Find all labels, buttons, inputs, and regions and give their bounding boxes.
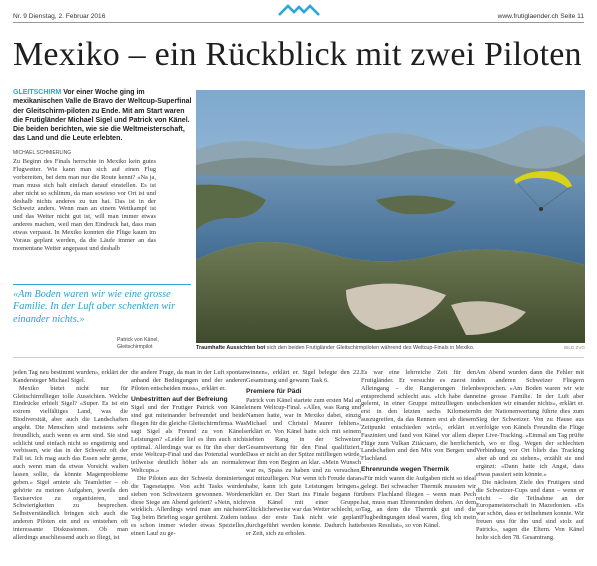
- quote-source-name: Patrick von Känel,: [117, 337, 159, 343]
- quote-source: [117, 337, 159, 351]
- paragraph: Die nächsten Ziele des Frutigers sind die Schweizer-Cups und dann – wenn er reicht – die Teilnahme an der Europameisterschaft in Mazedonien. «Es war schön, dass er teilnehmen konnte. Wir freuen uns für ihn und sind stolz auf Patrick», sagen die Eltern. Von Känel holte sich den 78. Gesamtrang.: [476, 478, 584, 541]
- author-byline: MICHAEL SCHMIERLING: [13, 150, 72, 156]
- paragraph: die andere Frage, da man in der Luft spontan anhand der Bedingungen und der anderen Piloten entscheiden muss», erklärt er.: [131, 369, 246, 392]
- article-title: Mexiko – ein Rückblick mit zwei Piloten: [13, 36, 582, 73]
- paragraph: «Für mich waren die Aufgaben nicht so ideal gelegt. Bei schwacher Thermik mussten wir übers Flachland fliegen – wenn man Pech hat, muss man Ehrenrunden drehen. An dem Tag, an dem die Thermik gut und die Flugbedingungen ideal waren, flog ich mein bestes Resultat», so von Känel.: [361, 474, 476, 530]
- paragraph: Die Piloten aus der Schweiz dominierten die Tagesetappe. Von acht Tasks wurden sieben von Schweizern gewonnen. Worden diese Siege am Abend gefeiert? «Nein, nicht wirklich. Allerdings wird man am nächsten Tag beim Briefing sogar gerühmt. Zudem ist es schon immer wieder etwas Spezielles, einen Lauf zu ge-: [131, 474, 246, 537]
- paragraph: jeden Tag neu bestimmt wurden», erklärt der Kandersteger Michael Sigel.: [13, 369, 128, 384]
- caption-divider: [13, 357, 584, 358]
- body-column-2: [131, 369, 246, 538]
- quote-top-rule: [13, 284, 191, 285]
- paragraph: Es war eine lehrreiche Zeit für den Frutigländer. Er versuchte es zuerst in Alleingang – die Rangierungen fielen entsprechend schlecht aus. «Ich habe dann gelernt, in einer Gruppe mitzufliegen und erst in den letzten sechs Kilometern auszugreifen, da das Rennen erst ab diesem Zeitpunkt entschieden wird», erklärt er. Fasziniert und fand von Känel vor allem die Flüge zum Vulkan Zitácuaro, die herrlichen Landschaften und den Mix von Bergen und Flachland.: [361, 369, 476, 463]
- paragraph: winnen», erklärt er. Sigel belegte den 22. Gesamtrang und gewann Task 6.: [246, 369, 361, 384]
- subheading: Premiere für Pädi: [246, 387, 302, 395]
- photo-credit: BILD ZVG: [564, 345, 585, 350]
- category-label: GLEITSCHIRM: [13, 89, 62, 96]
- site-and-page: www.frutiglaender.ch Seite 11: [497, 13, 584, 20]
- intro-paragraph: Zu Beginn des Finals herrschte in Mexiko kein gutes Flugwetter. Wie kann man sich auf einen Flug vorbereiten, bei dem man nur die Route kennt? «Na ja, man muss sich halt einfach darauf einstellen. Es ist aber nicht so schlimm, da man sowieso vor Ort ist und deshalb nichts anderes zu tun hat. Das ist in der Schweiz anders. Wenn man an einem Wettkampf ist und das Wetter nicht gut ist, will man immer etwas anderes machen, weil man den Eindruck hat, dass man etwas verpasst. In Mexiko konnten die Flüge kaum im Voraus geplant werden, da die Läufe immer an das momentane Wetter angepasst und deshalb: [13, 158, 156, 252]
- body-column-1: [13, 369, 128, 542]
- subheading: Unbestritten auf der Befreiung: [131, 395, 228, 403]
- paragraph: Am Abend wurden dann die Fehler mit den anderen Schweizer Fliegern besprochen. «Am Boden waren wir wie eine grosse Familie. In der Luft aber schenkten wir einander nichts», erklärt er. In der Nationenwertung führte dies zum Sieg der Schweizer. Von zu Hause aus verfolgte von Känels Freundin die Flüge per Live-Tracking. «Einmal am Tag prüfte ich, wo er flog. Wegen der schlechten Verbindung vor Ort blieb das Tracking aber ab und zu stehen», erzählt sie und ergänzt: «Dann hatte ich Angst, dass etwas passiert sein könnte.»: [476, 369, 584, 478]
- caption-text: sich den beiden Frutigländer Gleitschirmpiloten während des Weltcup-Finals in Mexiko.: [266, 345, 475, 351]
- photo-caption: [196, 345, 585, 351]
- subheading: Ehrenrunde wegen Thermik: [361, 466, 450, 474]
- body-column-5: [476, 369, 584, 542]
- lead-text: Vor einer Woche ging im mexikanischen Valle de Bravo der Weltcup-Superfinal der Gleitschirm-piloten zu Ende. Mit am Start waren die Frutigländer Michael Sigel und Patrick von Känel. Die beiden berichten, wie sie die Weltmeisterschaft, das Land und die Leute erlebten.: [13, 89, 192, 143]
- body-column-3: [246, 369, 361, 538]
- mountain-logo-icon: [277, 3, 321, 17]
- paragraph: Patrick von Känel startete zum ersten Mal an einem Weltcup-Final. «Alles, was Rang und Namen hatte, war in Mexiko dabei, einzig Michael und Christel Maurer fehlten», erklärt er. Von Känel hatte sich mit seinem siebten Rang in der Schweizer Gesamtwertung für den Final qualifiziert. Dass er nicht an der Spitze mitfliegen würde, war ihm von Beginn an klar. «Mein Wunsch war es, Spass zu haben und zu versuchen, gut mitzufliegen. Nur wenn ich Freude daran habe, kann ich gute Leistungen bringen», erklärt er. Der Start ins Finale begann für von Känel mit einer Gruppe. Glücklicherweise war das Wetter schlecht, so dass der erste Task nicht wie geplant durchgeführt werden konnte. Dadurch hatte er Zeit, sich zu erholen.: [246, 396, 361, 537]
- paragraph: Sigel und der Frutiger Patrick von Känel sind gut miteinander befreundet und beide fliegen für die gleiche Gleitschirmfirma. Was sagt Sigel als Freund zu von Känels Leistungen? «Leider lief es ihm auch nicht optimal. Allerdings war es für ihn eher der erste Weltcup-Final und das Potenzial wurde teilweise deutlich höher als an normalen Weltcups.»: [131, 404, 246, 475]
- article-photo: [196, 90, 585, 343]
- header-divider: [13, 22, 584, 23]
- body-column-4: [361, 369, 476, 530]
- page-header: [13, 3, 584, 19]
- caption-bold: Traumhafte Aussichten bot: [196, 345, 266, 351]
- article-lead: [13, 88, 193, 144]
- paragliding-lake-photo: [196, 90, 585, 343]
- quote-source-role: Gleitschirmpilot: [117, 344, 153, 350]
- issue-date: Nr. 9 Dienstag, 2. Februar 2016: [13, 13, 106, 20]
- paragraph: Mexiko bietet nicht nur für Gleitschirmflieger tolle Aussichten. Welche Eindrücke erhielt Sigel? «Super. Es ist ein extrem vielfältiges Land, was die Biodiversität, aber auch die Landschaften angeht. Die Menschen sind meistens sehr freundlich, auch wenn es arm sind. Sie sind schlicht und einfach nicht so engstirnig und verbissen, wie das in der Schweiz oft der Fall ist. Ich mag auch das Essen sehr gerne, auch wenn man da etwas Vorsicht walten lassen sollte, da könnte Magenprobleme geben.» Sigel amtete als Teamleiter – ob gehörte zu meinen Aufgaben, jeweils den Taxiservice zu organisieren, und Schwierigkeiten zu besprechen. Selbstverständlich bringen sich auch die anderen Piloten ein und es entstehen oft interessante Diskussionen. Ob man allerdings anschliessend auch so fliegt, ist: [13, 384, 128, 541]
- pull-quote: «Am Boden waren wir wie eine grosse Familie. In der Luft aber schenkten wir einander nichts.»: [13, 289, 176, 325]
